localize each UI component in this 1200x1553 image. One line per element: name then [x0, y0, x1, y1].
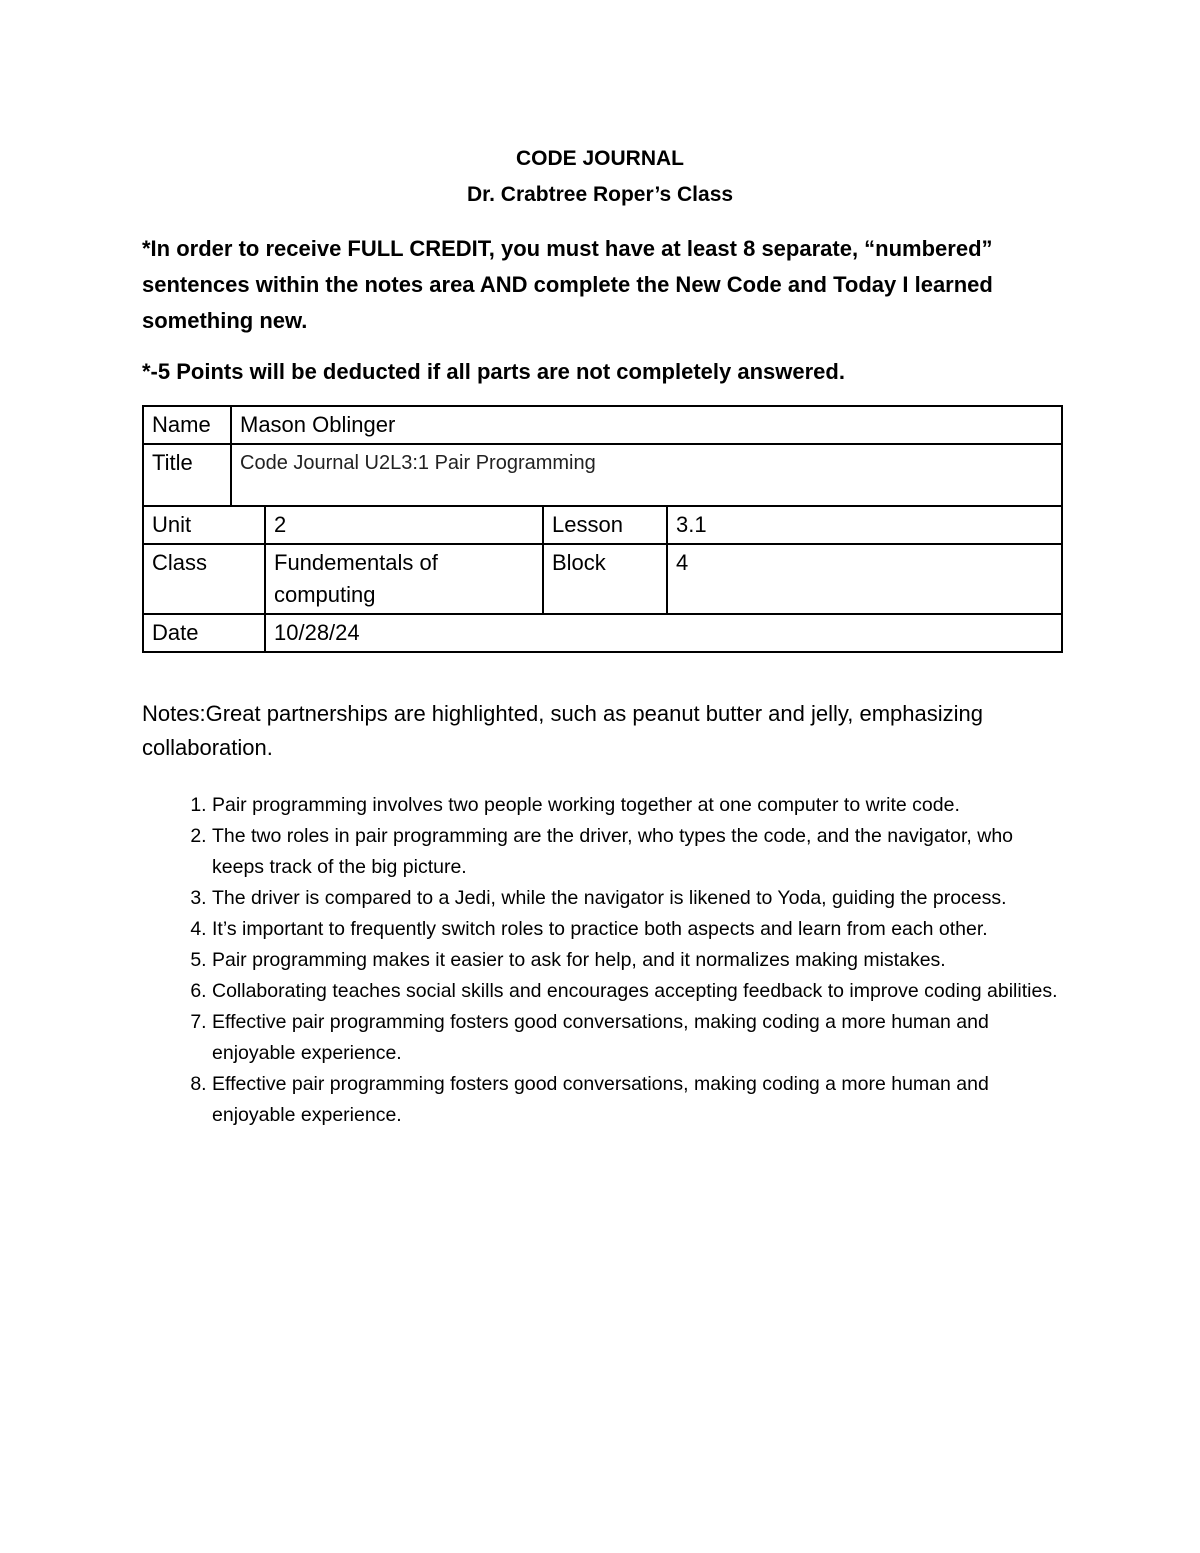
date-value: 10/28/24 [265, 614, 1062, 652]
title-row [143, 444, 1062, 506]
notes-intro: Notes:Great partnerships are highlighted, such as peanut butter and jelly, emphasizing collaboration. [142, 701, 983, 760]
date-row [143, 614, 1062, 652]
document-subtitle: Dr. Crabtree Roper’s Class [466, 183, 734, 206]
document-title: CODE JOURNAL [515, 147, 684, 170]
title-value: Code Journal U2L3:1 Pair Programming [231, 444, 1062, 506]
name-row [143, 406, 1062, 444]
info-table [142, 405, 1063, 653]
unit-row [143, 506, 1062, 544]
list-item: 4. It’s important to frequently switch roles to practice both aspects and learn from each other. [212, 914, 1067, 945]
list-item: 6. Collaborating teaches social skills and encourages accepting feedback to improve coding abilities. [212, 976, 1067, 1007]
list-item: 7. Effective pair programming fosters good conversations, making coding a more human and enjoyable experience. [212, 1007, 1067, 1069]
title-label: Title [143, 444, 231, 506]
name-label: Name [143, 406, 231, 444]
notes-list [142, 790, 1067, 1131]
credit-instructions: *In order to receive FULL CREDIT, you must have at least 8 separate, “numbered” sentences within the notes area AND complete the New Code and Today I learned something new. [142, 236, 993, 333]
list-item: 2. The two roles in pair programming are the driver, who types the code, and the navigator, who keeps track of the big picture. [212, 821, 1067, 883]
list-item: 5. Pair programming makes it easier to ask for help, and it normalizes making mistakes. [212, 945, 1067, 976]
unit-label: Unit [143, 506, 265, 544]
list-item: 8. Effective pair programming fosters good conversations, making coding a more human and enjoyable experience. [212, 1069, 1067, 1131]
lesson-value: 3.1 [667, 506, 1062, 544]
block-value: 4 [667, 544, 1062, 614]
name-value: Mason Oblinger [231, 406, 1062, 444]
class-row [143, 544, 1062, 614]
class-label: Class [143, 544, 265, 614]
lesson-label: Lesson [543, 506, 667, 544]
date-label: Date [143, 614, 265, 652]
block-label: Block [543, 544, 667, 614]
unit-value: 2 [265, 506, 543, 544]
list-item: 1. Pair programming involves two people working together at one computer to write code. [212, 790, 1067, 821]
list-item: 3. The driver is compared to a Jedi, while the navigator is likened to Yoda, guiding the process. [212, 883, 1067, 914]
class-value: Fundementals of computing [265, 544, 543, 614]
deduction-notice: *-5 Points will be deducted if all parts are not completely answered. [142, 359, 845, 384]
